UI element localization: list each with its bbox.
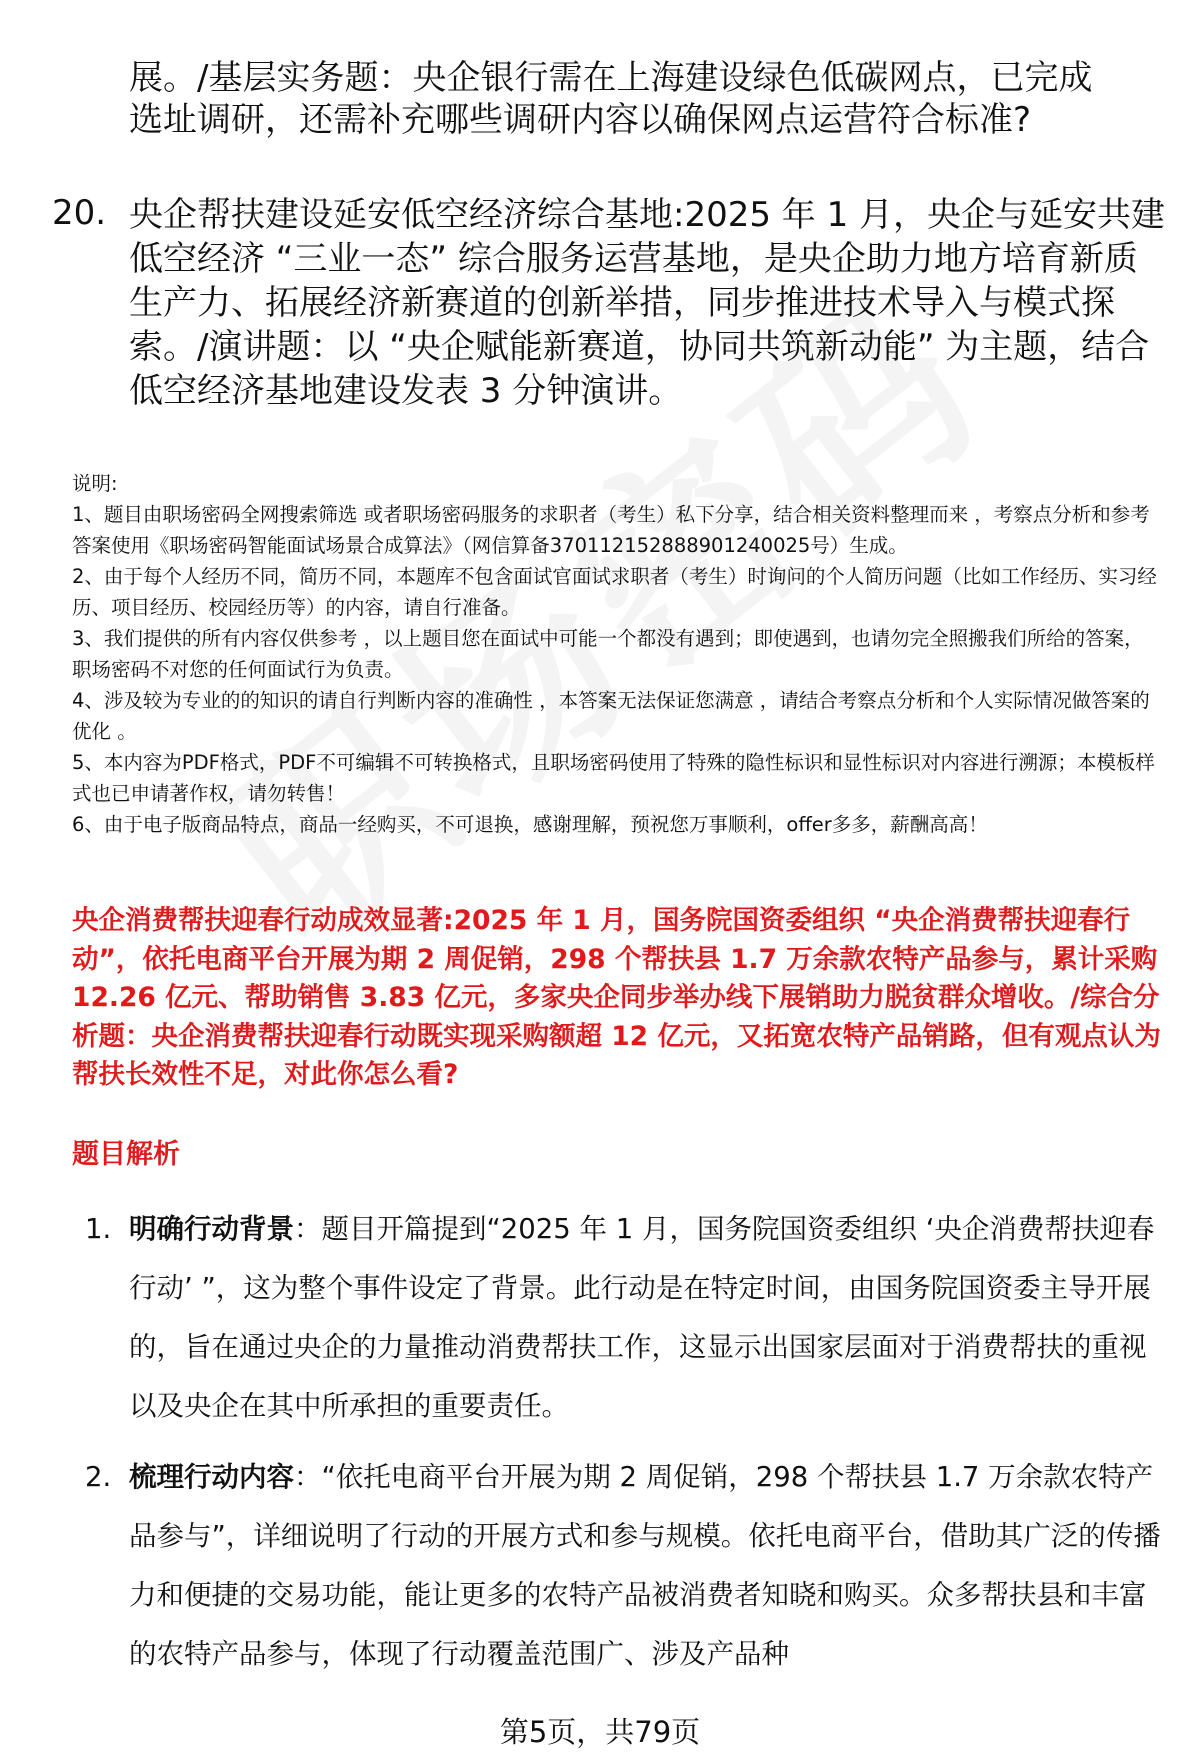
item-20-number: 20. bbox=[52, 193, 107, 233]
notes-section bbox=[72, 468, 1162, 840]
note-2: 2、由于每个人经历不同，简历不同，本题库不包含面试官面试求职者（考生）时询问的个人简历问题（比如工作经历、实习经历、项目经历、校园经历等）的内容，请自行准备。 bbox=[72, 565, 1157, 619]
analysis-item bbox=[0, 1200, 1164, 1436]
analysis-item-number: 1. bbox=[85, 1213, 112, 1245]
note-5: 5、本内容为PDF格式，PDF不可编辑不可转换格式，且职场密码使用了特殊的隐性标识和显性标识对内容进行溯源；本模板样式也已申请著作权，请勿转售！ bbox=[72, 751, 1155, 805]
analysis-item-title: 梳理行动内容 bbox=[129, 1461, 294, 1493]
analysis-list bbox=[0, 1200, 1200, 1684]
analysis-item-number: 2. bbox=[85, 1461, 112, 1493]
note-3: 3、我们提供的所有内容仅供参考 ，以上题目您在面试中可能一个都没有遇到；即使遇到，也请勿完全照搬我们所给的答案，职场密码不对您的任何面试行为负责。 bbox=[72, 627, 1144, 681]
item-20-text: 央企帮扶建设延安低空经济综合基地:2025 年 1 月，央企与延安共建低空经济 “三业一态” 综合服务运营基地，是央企助力地方培育新质生产力、拓展经济新赛道的创新举措，同步推进技术导入与模式探索。/演讲题：以 “央企赋能新赛道，协同共筑新动能” 为主题，结合低空经济基地建设发表 3 分钟演讲。 bbox=[129, 195, 1166, 411]
analysis-heading: 题目解析 bbox=[72, 1139, 180, 1170]
note-6: 6、由于电子版商品特点，商品一经购买，不可退换，感谢理解，预祝您万事顺利，offer多多，薪酬高高！ bbox=[72, 813, 988, 836]
continuation-line-2: 选址调研，还需补充哪些调研内容以确保网点运营符合标准? bbox=[129, 100, 1032, 140]
notes-title: 说明: bbox=[72, 472, 118, 495]
analysis-item-title: 明确行动背景 bbox=[129, 1213, 294, 1245]
analysis-item bbox=[0, 1448, 1164, 1684]
note-1: 1、题目由职场密码全网搜索筛选 或者职场密码服务的求职者（考生）私下分享，结合相关资料整理而来 ，考察点分析和参考答案使用《职场密码智能面试场景合成算法》（网信算备370112152888901240025号）生成。 bbox=[72, 503, 1150, 557]
analysis-item-colon: ： bbox=[294, 1213, 322, 1245]
analysis-item-colon: ： bbox=[294, 1461, 322, 1493]
analysis-item-body: 题目开篇提到“2025 年 1 月，国务院国资委组织 ‘央企消费帮扶迎春行动’ ”，这为整个事件设定了背景。此行动是在特定时间，由国务院国资委主导开展的，旨在通过央企的力量推动消费帮扶工作，这显示出国家层面对于消费帮扶的重视以及央企在其中所承担的重要责任。 bbox=[129, 1213, 1155, 1422]
note-4: 4、涉及较为专业的的知识的请自行判断内容的准确性 ，本答案无法保证您满意 ，请结合考察点分析和个人实际情况做答案的优化 。 bbox=[72, 689, 1150, 743]
page-number: 第5页，共79页 bbox=[499, 1715, 701, 1749]
question-text: 央企消费帮扶迎春行动成效显著:2025 年 1 月，国务院国资委组织 “央企消费帮扶迎春行动”，依托电商平台开展为期 2 周促销，298 个帮扶县 1.7 万余款农特产品参与，累计采购 12.26 亿元、帮助销售 3.83 亿元，多家央企同步举办线下展销助力脱贫群众增收。/综合分析题：央企消费帮扶迎春行动既实现采购额超 12 亿元，又拓宽农特产品销路，但有观点认为帮扶长效性不足，对此你怎么看? bbox=[72, 905, 1161, 1090]
continuation-line-1: 展。/基层实务题：央企银行需在上海建设绿色低碳网点，已完成 bbox=[129, 58, 1093, 98]
analysis-item-body: “依托电商平台开展为期 2 周促销，298 个帮扶县 1.7 万余款农特产品参与”，详细说明了行动的开展方式和参与规模。依托电商平台，借助其广泛的传播力和便捷的交易功能，能让更多的农特产品被消费者知晓和购买。众多帮扶县和丰富的农特产品参与，体现了行动覆盖范围广、涉及产品种 bbox=[129, 1461, 1161, 1670]
